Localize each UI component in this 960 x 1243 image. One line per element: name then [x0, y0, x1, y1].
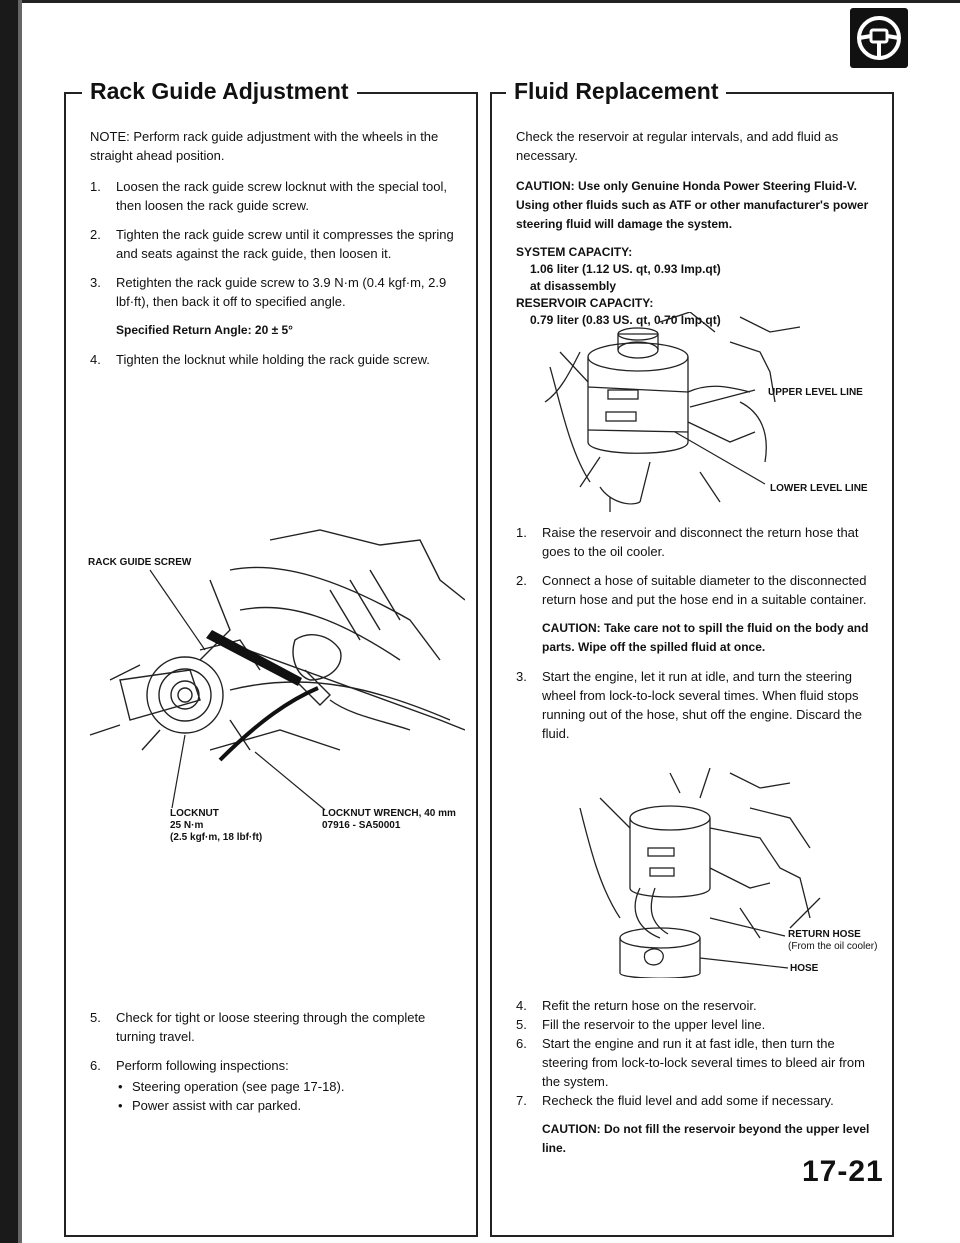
step-text: Start the engine and run it at fast idle, then turn the steering from lock-to-lock several times to bleed air from the system.: [542, 1036, 865, 1089]
step-item: [516, 1034, 878, 1091]
right-step-3: [516, 667, 878, 743]
binding-edge-shadow: [18, 0, 22, 1243]
label-locknut-wrench: LOCKNUT WRENCH, 40 mm: [322, 808, 456, 819]
step-text: Connect a hose of suitable diameter to the disconnected return hose and put the hose end in a suitable container.: [542, 573, 867, 607]
step-item: [90, 273, 462, 311]
label-return-hose: RETURN HOSE: [788, 929, 861, 940]
label-return-hose-note: (From the oil cooler): [788, 941, 878, 952]
step-text: Perform following inspections:: [116, 1058, 289, 1073]
step-item: [516, 996, 878, 1015]
label-locknut: LOCKNUT: [170, 808, 219, 819]
label-wrench-part-number: 07916 - SA50001: [322, 820, 401, 831]
step-item: [516, 667, 878, 743]
label-return-hose-block: [788, 929, 877, 953]
reservoir-capacity-value: 0.79 liter (0.83 US. qt, 0.70 Imp.qt): [530, 313, 721, 327]
step-number: 3.: [90, 275, 101, 290]
step-item: [516, 1015, 878, 1034]
steering-wheel-icon: [850, 8, 908, 68]
right-text-bottom: [516, 996, 878, 1158]
reservoir-figure: [540, 312, 880, 512]
step-number: 3.: [516, 669, 527, 684]
system-capacity-note: at disassembly: [530, 279, 617, 293]
step-item: [90, 177, 462, 215]
step-number: 4.: [516, 998, 527, 1013]
top-rule: [22, 0, 960, 3]
step-number: 2.: [516, 573, 527, 588]
step-text: Tighten the locknut while holding the rack guide screw.: [116, 352, 430, 367]
caution-overfill: CAUTION: Do not fill the reservoir beyond the upper level line.: [542, 1122, 870, 1155]
right-steps-b: [516, 996, 878, 1110]
system-capacity-label: SYSTEM CAPACITY:: [516, 245, 633, 259]
step-number: 7.: [516, 1093, 527, 1108]
left-steps-a: [90, 177, 462, 311]
reservoir-illustration: [540, 312, 880, 512]
step-number: 5.: [90, 1010, 101, 1025]
left-steps-b: [90, 1008, 462, 1075]
step-item: [90, 225, 462, 263]
right-text-top: [516, 127, 878, 329]
label-locknut-torque-alt: (2.5 kgf·m, 18 lbf·ft): [170, 832, 263, 843]
step-number: 2.: [90, 227, 101, 242]
label-locknut-block: [170, 808, 262, 844]
left-step-4: [90, 350, 462, 369]
step-text: Tighten the rack guide screw until it compresses the spring and seats against the rack guide, then loosen it.: [116, 227, 454, 261]
specified-return-angle: Specified Return Angle: 20 ± 5°: [116, 323, 293, 337]
step-item: [516, 1091, 878, 1110]
step-text: Refit the return hose on the reservoir.: [542, 998, 757, 1013]
label-lower-level-line: LOWER LEVEL LINE: [770, 483, 868, 494]
step-number: 1.: [516, 525, 527, 540]
inspection-list: [90, 1077, 462, 1115]
step-text: Fill the reservoir to the upper level line.: [542, 1017, 766, 1032]
step-text: Recheck the fluid level and add some if necessary.: [542, 1093, 834, 1108]
step-text: Retighten the rack guide screw to 3.9 N·m (0.4 kgf·m, 2.9 lbf·ft), then back it off to specified angle.: [116, 275, 447, 309]
system-capacity-value: 1.06 liter (1.12 US. qt, 0.93 Imp.qt): [530, 262, 721, 276]
bullet-item: • Steering operation (see page 17-18).: [116, 1077, 462, 1096]
right-text-mid: [516, 523, 878, 753]
step-item: [90, 1008, 462, 1046]
right-steps-a: [516, 523, 878, 609]
step-text: Check for tight or loose steering through the complete turning travel.: [116, 1010, 426, 1044]
label-wrench-block: [322, 808, 456, 832]
page-number: 17-21: [802, 1155, 884, 1188]
left-section-title: Rack Guide Adjustment: [82, 78, 357, 105]
label-rack-guide-screw: RACK GUIDE SCREW: [88, 557, 192, 568]
step-number: 1.: [90, 179, 101, 194]
label-locknut-torque: 25 N·m: [170, 820, 204, 831]
step-text: Loosen the rack guide screw locknut with the special tool, then loosen the rack guide screw.: [116, 179, 447, 213]
step-number: 4.: [90, 352, 101, 367]
step-number: 5.: [516, 1017, 527, 1032]
intro-text: Check the reservoir at regular intervals, and add fluid as necessary.: [516, 129, 839, 163]
label-hose: HOSE: [790, 963, 819, 974]
note-text: NOTE: Perform rack guide adjustment with the wheels in the straight ahead position.: [90, 129, 439, 163]
step-item: [516, 523, 878, 561]
caution-spill: CAUTION: Take care not to spill the fluid on the body and parts. Wipe off the spilled fluid at once.: [542, 621, 869, 654]
caution-genuine-fluid: CAUTION: Use only Genuine Honda Power Steering Fluid-V. Using other fluids such as ATF or other manufacturer's power steering fluid will damage the system.: [516, 179, 869, 231]
label-upper-level-line: UPPER LEVEL LINE: [768, 387, 863, 398]
reservoir-capacity-label: RESERVOIR CAPACITY:: [516, 296, 654, 310]
left-text-bottom: [90, 1008, 462, 1115]
right-section-title: Fluid Replacement: [506, 78, 726, 105]
step-text: Raise the reservoir and disconnect the return hose that goes to the oil cooler.: [542, 525, 859, 559]
bullet-item: • Power assist with car parked.: [116, 1096, 462, 1115]
step-item: [90, 1056, 462, 1075]
step-item: [516, 571, 878, 609]
step-text: Start the engine, let it run at idle, and turn the steering wheel from lock-to-lock several times. When fluid stops running out of the hose, shut off the engine. Discard the fluid.: [542, 669, 862, 741]
step-number: 6.: [516, 1036, 527, 1051]
step-item: [90, 350, 462, 369]
left-text-top: [90, 127, 462, 379]
binding-edge: [0, 0, 18, 1243]
step-number: 6.: [90, 1058, 101, 1073]
